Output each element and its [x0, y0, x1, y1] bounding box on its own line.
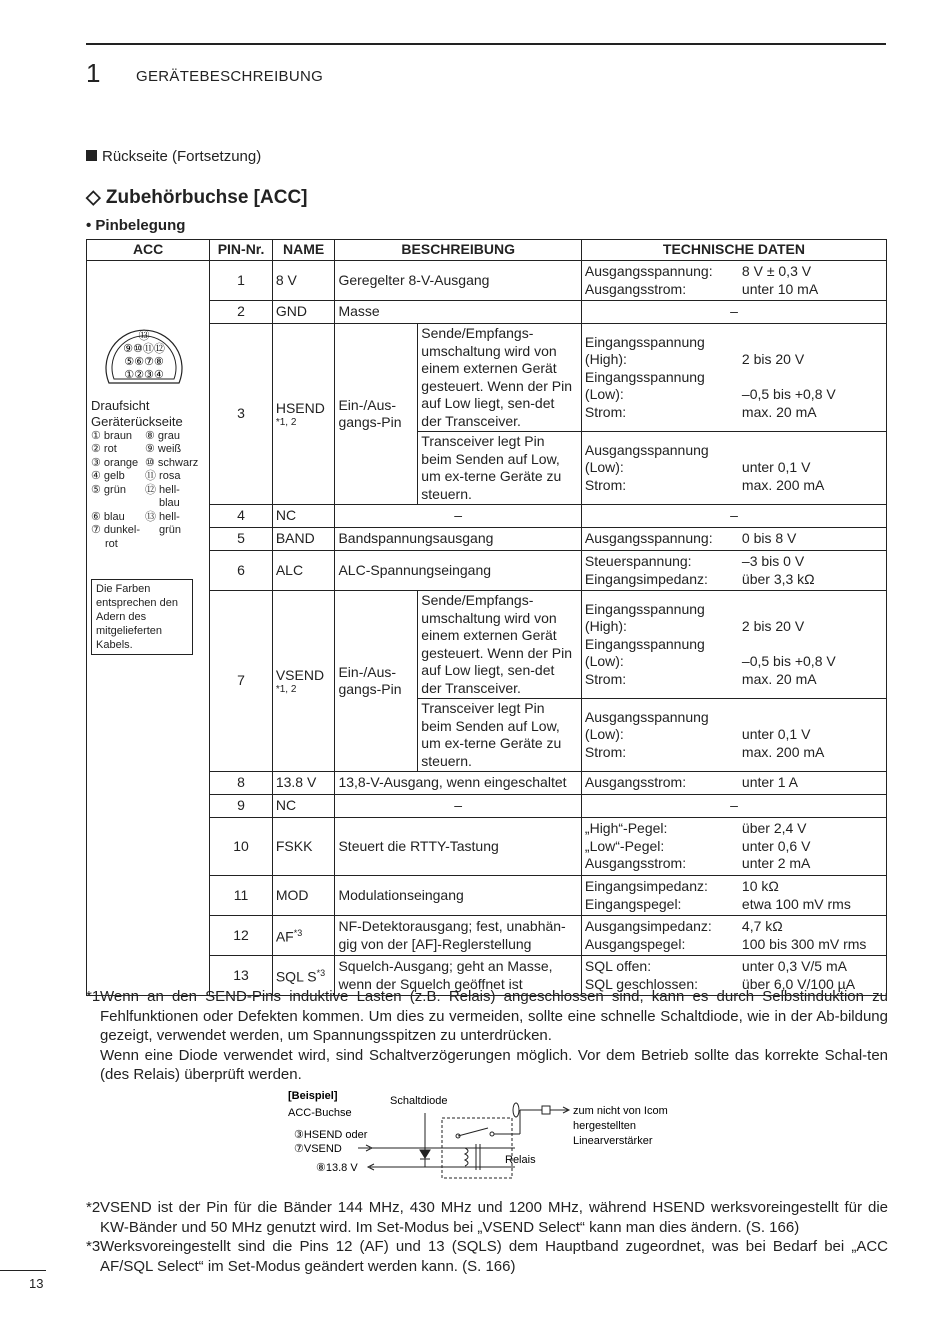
pin-description: Geregelter 8-V-Ausgang: [335, 261, 581, 301]
diagram-hsend-label: ③HSEND oder: [294, 1129, 368, 1141]
pin-number: 6: [210, 551, 273, 591]
pin-description: –: [335, 795, 581, 818]
pin-tech: Ausgangsspannung (Low): unter 0,1 V Strom: max. 200 mA: [581, 432, 886, 505]
pin-name: FSKK: [272, 818, 335, 876]
diagram-target-label-1: zum nicht von Icom: [573, 1105, 668, 1117]
page-number: 13: [29, 1276, 44, 1291]
pin-table: [86, 239, 887, 996]
footnote-2: *2 VSEND ist der Pin für die Bänder 144 MHz, 430 MHz und 1200 MHz, während HSEND werksvoreingestellt für die KW-Bänder und 50 MHz genutzt wird. Im Set-Modus bei „VSEND Select“ kann man dies ändern. (S. 166): [86, 1199, 888, 1236]
pin-description: Transceiver legt Pin beim Senden auf Low, um ex-terne Geräte zu steuern.: [418, 432, 582, 505]
pin-tech: Ausgangsimpedanz: 4,7 kΩ Ausgangspegel: 100 bis 300 mV rms: [581, 916, 886, 956]
connector-pins-row2: ⑨⑩⑪⑫: [123, 342, 165, 355]
chapter-title: GERÄTEBESCHREIBUNG: [136, 68, 324, 85]
pin-name: BAND: [272, 528, 335, 551]
pin-number: 4: [210, 505, 273, 528]
pin-number: 12: [210, 916, 273, 956]
pin-name: AF$^{*3}$: [272, 916, 335, 956]
pin-tech: Ausgangsspannung: 0 bis 8 V: [581, 528, 886, 551]
pin-number: 7: [210, 591, 273, 772]
header-pin: PIN-Nr.: [210, 240, 273, 261]
header-tech: TECHNISCHE DATEN: [581, 240, 886, 261]
color-note: Die Farben entsprechen den Adern des mitgelieferten Kabels.: [91, 579, 193, 655]
connector-cell: [87, 261, 210, 996]
header-name: NAME: [272, 240, 335, 261]
diagram-target-label-3: Linearverstärker: [573, 1135, 653, 1147]
table-header-row: [87, 240, 887, 261]
pin-name: VSEND *1, 2: [272, 591, 335, 772]
diagram-example-label: [Beispiel]: [288, 1090, 338, 1102]
footnote-1-mark: *1: [86, 988, 101, 1005]
pin-number: 8: [210, 772, 273, 795]
page-rule: [0, 1270, 46, 1271]
pin-name: GND: [272, 301, 335, 324]
square-bullet-icon: [86, 150, 97, 161]
connector-caption: Draufsicht Geräterückseite: [91, 397, 183, 429]
diagram-target-label-2: hergestellten: [573, 1120, 636, 1132]
pin-tech: –: [581, 505, 886, 528]
pin-io: Ein-/Aus-gangs-Pin: [335, 591, 418, 772]
chapter-number: 1: [86, 58, 101, 88]
table-row: [87, 261, 887, 301]
footnote-2-mark: *2: [86, 1199, 101, 1216]
subsection-title: ◇ Zubehörbuchse [ACC]: [86, 187, 308, 208]
section-title: Rückseite (Fortsetzung): [86, 148, 261, 165]
connector-pins-row4: ①②③④: [124, 368, 164, 381]
pin-description: Modulationseingang: [335, 876, 581, 916]
pin-description: Transceiver legt Pin beim Senden auf Low, um ex-terne Geräte zu steuern.: [418, 699, 582, 772]
pin-tech: Ausgangsspannung (Low): unter 0,1 V Strom: max. 200 mA: [581, 699, 886, 772]
pin-name: 8 V: [272, 261, 335, 301]
connector-pins-row3: ⑤⑥⑦⑧: [124, 355, 164, 368]
pin-number: 9: [210, 795, 273, 818]
diagram-relay-label: Relais: [505, 1154, 536, 1166]
header-rule: [86, 43, 886, 45]
pin-name: NC: [272, 795, 335, 818]
diagram-acc-label: ACC-Buchse: [288, 1107, 352, 1119]
header-description: BESCHREIBUNG: [335, 240, 581, 261]
pin-description: NF-Detektorausgang; fest, unabhän-gig von der [AF]-Reglerstellung: [335, 916, 581, 956]
pin-number: 2: [210, 301, 273, 324]
wire-colors: ① braun ⑧ grau ② rot ⑨ weiß ③ orange ⑩ schwarz ④ gelb ⑪ rosa ⑤ grün ⑫ hell- blau ⑥ blau ⑬ hell- ⑦ dunkel- grün rot: [91, 429, 199, 550]
pin-tech: –: [581, 795, 886, 818]
pin-description: 13,8-V-Ausgang, wenn eingeschaltet: [335, 772, 581, 795]
pin-name: NC: [272, 505, 335, 528]
pin-description: Steuert die RTTY-Tastung: [335, 818, 581, 876]
pin-io: Ein-/Aus-gangs-Pin: [335, 324, 418, 505]
pin-tech: Steuerspannung: –3 bis 0 V Eingangsimpedanz: über 3,3 kΩ: [581, 551, 886, 591]
pin-tech: Ausgangsstrom: unter 1 A: [581, 772, 886, 795]
pin-tech: Ausgangsspannung: 8 V ± 0,3 V Ausgangsstrom: unter 10 mA: [581, 261, 886, 301]
pin-tech: Eingangsspannung (High): 2 bis 20 V Eingangsspannung (Low): –0,5 bis +0,8 V Strom: max. 20 mA: [581, 324, 886, 432]
pin-number: 10: [210, 818, 273, 876]
pin-description: Masse: [335, 301, 581, 324]
diagram-138v-label: ⑧13.8 V: [316, 1162, 358, 1174]
diode-diagram: [280, 1088, 710, 1185]
pin-name: MOD: [272, 876, 335, 916]
pin-description: ALC-Spannungseingang: [335, 551, 581, 591]
pin-tech: „High“-Pegel: über 2,4 V „Low“-Pegel: unter 0,6 V Ausgangsstrom: unter 2 mA: [581, 818, 886, 876]
pin-number: 5: [210, 528, 273, 551]
connector-icon: [101, 323, 205, 398]
header-acc: ACC: [87, 240, 210, 261]
pin-tech: –: [581, 301, 886, 324]
pin-number: 11: [210, 876, 273, 916]
pin-description: Squelch-Ausgang; geht an Masse, wenn der Squelch geöffnet ist: [335, 956, 581, 996]
footnote-3-mark: *3: [86, 1238, 101, 1255]
footnote-1: *1 Wenn an den SEND-Pins induktive Lasten (z.B. Relais) angeschlossen sind, kann es durch Selbstinduktion zu Fehlfunktionen oder Defekten kommen. Um dies zu vermeiden, sollte eine schnelle Schaltdiode, wie in der Ab-bildung gezeigt, verwendet werden, um Spannungsspitzen zu unterdrücken. Wenn eine Diode verwendet wird, sind Schaltverzögerungen möglich. Vor dem Betrieb sollte das korrekte Schal-ten (des Relais) überprüft werden.: [86, 988, 888, 1083]
pin-description: Sende/Empfangs-umschaltung wird von einem externen Gerät gesteuert. Wenn der Pin auf Low liegt, sen-det der Transceiver.: [418, 591, 582, 699]
pin-description: Sende/Empfangs-umschaltung wird von einem externen Gerät gesteuert. Wenn der Pin auf Low liegt, sen-det der Transceiver.: [418, 324, 582, 432]
pin-tech: SQL offen: unter 0,3 V/5 mA SQL geschlossen: über 6,0 V/100 µA: [581, 956, 886, 996]
diagram-vsend-label: ⑦VSEND: [294, 1143, 342, 1155]
pin-description: –: [335, 505, 581, 528]
pin-tech: Eingangsspannung (High): 2 bis 20 V Eingangsspannung (Low): –0,5 bis +0,8 V Strom: max. 20 mA: [581, 591, 886, 699]
pin-name: 13.8 V: [272, 772, 335, 795]
pin-number: 13: [210, 956, 273, 996]
pin-number: 3: [210, 324, 273, 505]
pin-tech: Eingangsimpedanz: 10 kΩ Eingangspegel: etwa 100 mV rms: [581, 876, 886, 916]
pin-description: Bandspannungsausgang: [335, 528, 581, 551]
diagram-diode-label: Schaltdiode: [390, 1095, 448, 1107]
pin-name: SQL $S^{*3}$: [272, 956, 335, 996]
pin-number: 1: [210, 261, 273, 301]
pin-heading: • Pinbelegung: [86, 217, 186, 234]
footnote-3: *3 Werksvoreingestellt sind die Pins 12 (AF) und 13 (SQLS) dem Hauptband zugeordnet, was bei Bedarf bei „ACC AF/SQL Select“ im Set-Modus geändert werden kann. (S. 166): [86, 1238, 888, 1275]
connector-pin-13: ⑬: [138, 329, 150, 342]
pin-name: ALC: [272, 551, 335, 591]
pin-name: HSEND *1, 2: [272, 324, 335, 505]
